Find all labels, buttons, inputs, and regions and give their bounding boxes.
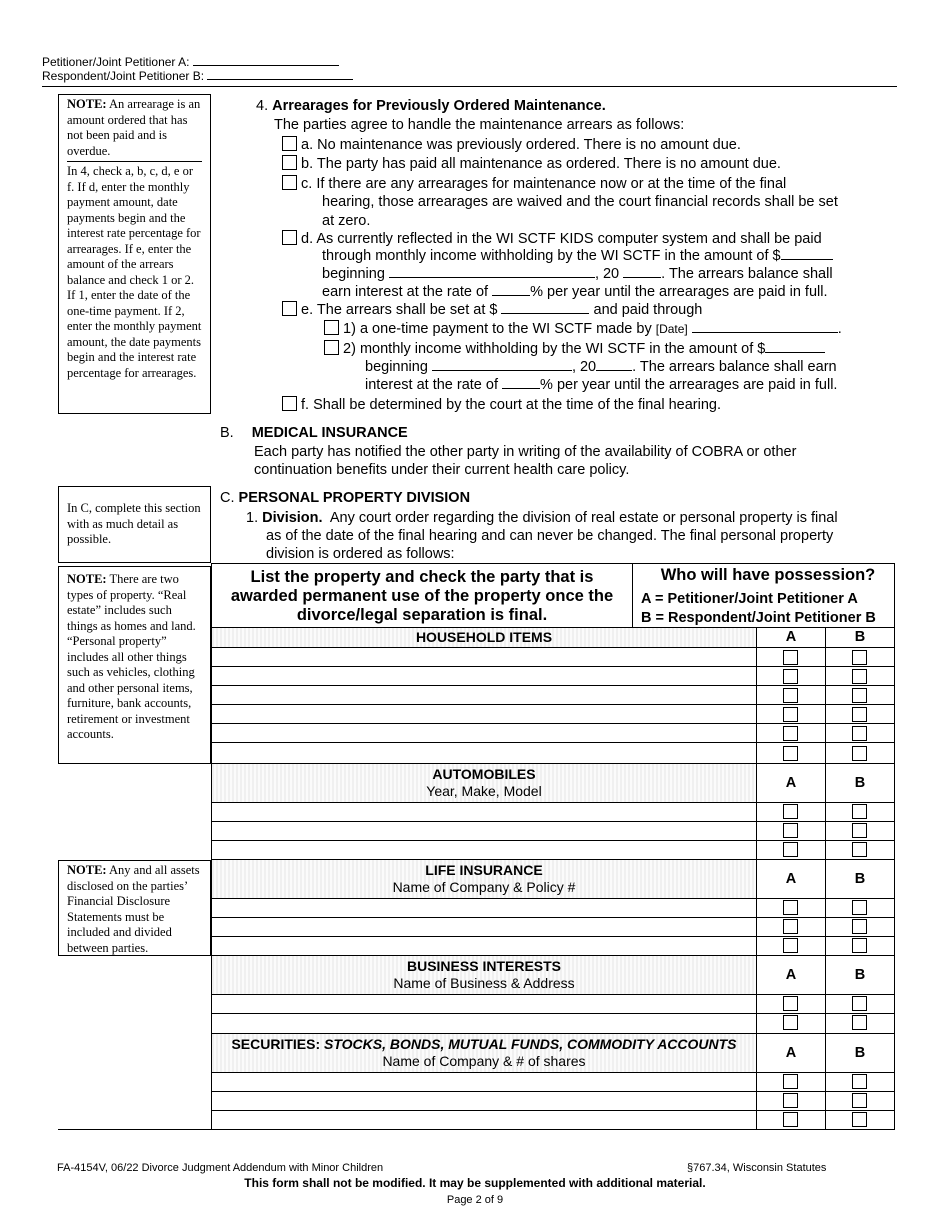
medical-line1: Each party has notified the other party in writing of the availability of COBRA or other: [254, 444, 797, 460]
securities-row2-a-checkbox[interactable]: [783, 1093, 798, 1108]
medical-line2: continuation benefits under their current health care policy.: [254, 462, 630, 478]
footer-page-number: Page 2 of 9: [446, 1194, 504, 1206]
household-row4-a-checkbox[interactable]: [783, 707, 798, 722]
auto-col-b: B: [854, 775, 866, 791]
table-head-right: Who will have possession? A = Petitioner/Joint Petitioner A B = Respondent/Joint Petitioner B: [641, 566, 876, 626]
business-interests-header: BUSINESS INTERESTS Name of Business & Address: [212, 956, 756, 994]
life-row1-a-checkbox[interactable]: [783, 900, 798, 915]
option-d-line2: through monthly income withholding by the WI SCTF in the amount of $: [322, 247, 833, 266]
household-items-header: HOUSEHOLD ITEMS: [212, 628, 756, 647]
option-e1-date-field[interactable]: [692, 320, 838, 333]
auto-col-a: A: [785, 775, 797, 791]
option-e2: 2) monthly income withholding by the WI SCTF in the amount of $: [324, 340, 825, 359]
option-d-line4: earn interest at the rate of % per year until the arrearages are paid in full.: [322, 284, 828, 300]
property-types-note: NOTE: There are two types of property. “Real estate” includes such things as homes and land. “Personal property” includes all other things such as vehicles, clothing and other personal items, furniture, bank accounts, retirement or investment accounts.: [58, 566, 211, 764]
auto-row1-b-checkbox[interactable]: [852, 804, 867, 819]
option-e-amount-field[interactable]: [501, 301, 589, 314]
option-c: c. If there are any arrearages for maintenance now or at the time of the final: [282, 175, 786, 194]
life-row3-a-checkbox[interactable]: [783, 938, 798, 953]
option-d: d. As currently reflected in the WI SCTF KIDS computer system and shall be paid: [282, 230, 822, 249]
option-c-line2: hearing, those arrearages are waived and the court financial records shall be set: [322, 194, 838, 210]
business-row1-b-checkbox[interactable]: [852, 996, 867, 1011]
household-row1-b-checkbox[interactable]: [852, 650, 867, 665]
option-e2-line3: interest at the rate of % per year until the arrearages are paid in full.: [365, 377, 838, 393]
auto-row2-a-checkbox[interactable]: [783, 823, 798, 838]
option-d-line3: beginning , 20 . The arrears balance shall: [322, 266, 833, 282]
disclosure-note: NOTE: Any and all assets disclosed on the parties’ Financial Disclosure Statements must be included and divided between parties.: [58, 860, 211, 956]
life-row2-b-checkbox[interactable]: [852, 919, 867, 934]
option-b-checkbox[interactable]: [282, 155, 297, 170]
option-d-interest-field[interactable]: [492, 283, 530, 296]
life-row2-a-checkbox[interactable]: [783, 919, 798, 934]
arrearage-note: [58, 94, 211, 414]
arrearages-heading: 4. Arrearages for Previously Ordered Maintenance.: [256, 98, 606, 114]
option-e-checkbox[interactable]: [282, 301, 297, 316]
securities-col-b: B: [854, 1045, 866, 1061]
household-row6-b-checkbox[interactable]: [852, 746, 867, 761]
footer-form-id: FA-4154V, 06/22 Divorce Judgment Addendum with Minor Children: [57, 1162, 384, 1174]
medical-heading: B. MEDICAL INSURANCE: [220, 425, 408, 441]
property-division-line2: as of the date of the final hearing and can never be changed. The final personal property: [266, 528, 834, 544]
property-note: In C, complete this section with as much detail as possible.: [58, 486, 211, 563]
auto-row2-b-checkbox[interactable]: [852, 823, 867, 838]
option-a: a. No maintenance was previously ordered. There is no amount due.: [282, 136, 741, 155]
option-e2-line2: beginning , 20 . The arrears balance shall earn: [365, 359, 837, 375]
respondent-label: Respondent/Joint Petitioner B:: [42, 69, 205, 83]
securities-row3-a-checkbox[interactable]: [783, 1112, 798, 1127]
option-a-checkbox[interactable]: [282, 136, 297, 151]
auto-row3-b-checkbox[interactable]: [852, 842, 867, 857]
household-row5-a-checkbox[interactable]: [783, 726, 798, 741]
footer-notice: This form shall not be modified. It may be supplemented with additional material.: [244, 1176, 706, 1190]
business-row2-b-checkbox[interactable]: [852, 1015, 867, 1030]
household-row4-b-checkbox[interactable]: [852, 707, 867, 722]
option-d-year-field[interactable]: [623, 265, 661, 278]
option-e2-begin-date-field[interactable]: [432, 358, 572, 371]
business-row1-a-checkbox[interactable]: [783, 996, 798, 1011]
life-row3-b-checkbox[interactable]: [852, 938, 867, 953]
option-c-line3: at zero.: [322, 213, 371, 229]
business-row2-a-checkbox[interactable]: [783, 1015, 798, 1030]
respondent-name-field[interactable]: [207, 69, 353, 80]
securities-col-a: A: [785, 1045, 797, 1061]
household-row2-a-checkbox[interactable]: [783, 669, 798, 684]
option-e2-amount-field[interactable]: [765, 340, 825, 353]
securities-row1-b-checkbox[interactable]: [852, 1074, 867, 1089]
option-f: f. Shall be determined by the court at the time of the final hearing.: [282, 396, 721, 415]
option-e1: 1) a one-time payment to the WI SCTF made by [Date] .: [324, 320, 842, 339]
auto-row3-a-checkbox[interactable]: [783, 842, 798, 857]
option-e2-interest-field[interactable]: [502, 376, 540, 389]
option-d-checkbox[interactable]: [282, 230, 297, 245]
household-col-a: A: [785, 629, 797, 645]
header-rule: [42, 86, 897, 87]
option-e2-year-field[interactable]: [596, 358, 632, 371]
auto-row1-a-checkbox[interactable]: [783, 804, 798, 819]
table-head-left: List the property and check the party that is awarded permanent use of the property once the divorce/legal separation is final.: [230, 568, 614, 624]
household-row6-a-checkbox[interactable]: [783, 746, 798, 761]
property-table: [211, 563, 895, 1130]
respondent-line: [42, 69, 353, 83]
securities-row1-a-checkbox[interactable]: [783, 1074, 798, 1089]
arrearages-intro: The parties agree to handle the maintenance arrears as follows:: [274, 117, 685, 133]
option-b: b. The party has paid all maintenance as ordered. There is no amount due.: [282, 155, 781, 174]
arrearage-definition: NOTE: An arrearage is an amount ordered that has not been paid and is overdue.: [67, 97, 202, 162]
household-col-b: B: [854, 629, 866, 645]
option-f-checkbox[interactable]: [282, 396, 297, 411]
securities-header: SECURITIES: STOCKS, BONDS, MUTUAL FUNDS, COMMODITY ACCOUNTS Name of Company & # of shares: [212, 1034, 756, 1072]
household-row1-a-checkbox[interactable]: [783, 650, 798, 665]
household-row3-b-checkbox[interactable]: [852, 688, 867, 703]
petitioner-label: Petitioner/Joint Petitioner A:: [42, 55, 190, 69]
petitioner-line: [42, 55, 339, 69]
life-col-a: A: [785, 871, 797, 887]
option-e: e. The arrears shall be set at $ and paid through: [282, 301, 702, 320]
securities-row2-b-checkbox[interactable]: [852, 1093, 867, 1108]
arrearage-instructions: In 4, check a, b, c, d, e or f. If d, enter the monthly payment amount, date payments begin and the interest rate percentage for arrearages. If e, enter the amount of the arrears balance and check 1 or 2. If 1, enter the date of the one-time payment. If 2, enter the monthly payment amount, the date payments begin and the interest rate percentage for arrearages.: [67, 164, 202, 380]
option-e2-checkbox[interactable]: [324, 340, 339, 355]
petitioner-name-field[interactable]: [193, 55, 339, 66]
footer-statute: §767.34, Wisconsin Statutes: [687, 1162, 827, 1174]
household-row2-b-checkbox[interactable]: [852, 669, 867, 684]
household-row3-a-checkbox[interactable]: [783, 688, 798, 703]
property-division-line3: division is ordered as follows:: [266, 546, 455, 562]
table-bottom-left-rule: [58, 1129, 211, 1130]
option-e1-checkbox[interactable]: [324, 320, 339, 335]
life-col-b: B: [854, 871, 866, 887]
option-d-begin-date-field[interactable]: [389, 265, 595, 278]
life-row1-b-checkbox[interactable]: [852, 900, 867, 915]
property-division-line1: 1. Division. Any court order regarding the division of real estate or personal property is final: [246, 510, 838, 526]
business-col-b: B: [854, 967, 866, 983]
business-col-a: A: [785, 967, 797, 983]
securities-row3-b-checkbox[interactable]: [852, 1112, 867, 1127]
life-insurance-header: LIFE INSURANCE Name of Company & Policy #: [212, 860, 756, 898]
option-d-amount-field[interactable]: [781, 247, 833, 260]
option-c-checkbox[interactable]: [282, 175, 297, 190]
automobiles-header: AUTOMOBILES Year, Make, Model: [212, 764, 756, 802]
property-heading: C. PERSONAL PROPERTY DIVISION: [220, 490, 471, 506]
household-row5-b-checkbox[interactable]: [852, 726, 867, 741]
